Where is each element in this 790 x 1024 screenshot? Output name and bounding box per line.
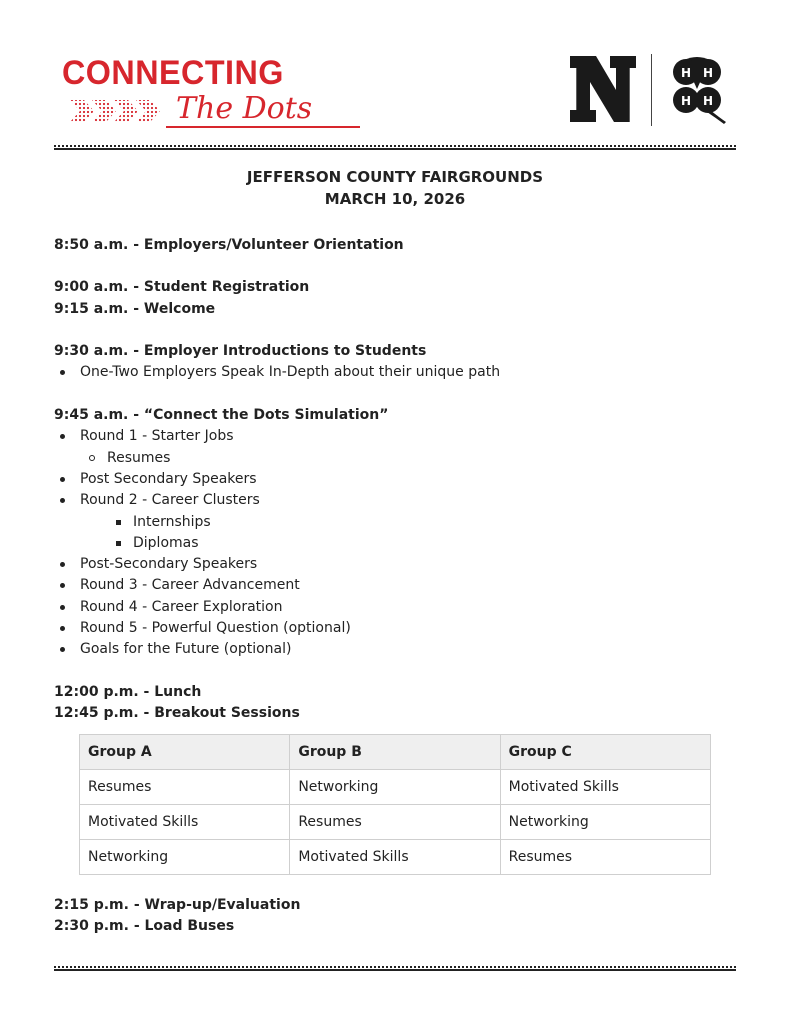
table-row xyxy=(80,770,711,805)
column-header: Group A xyxy=(80,735,290,770)
schedule-lunch: 12:00 p.m. - Lunch xyxy=(54,684,202,700)
list-item: Post Secondary Speakers xyxy=(80,471,257,487)
breakout-sessions-table xyxy=(79,734,711,875)
list-item: Round 1 - Starter Jobs xyxy=(80,428,234,444)
list-item: Round 2 - Career Clusters xyxy=(80,492,260,508)
chevron-arrows-icon xyxy=(70,98,170,124)
list-item: One-Two Employers Speak In-Depth about their unique path xyxy=(80,364,501,380)
schedule-simulation: 9:45 a.m. - “Connect the Dots Simulation” xyxy=(54,407,389,423)
list-item: Round 4 - Career Exploration xyxy=(80,599,283,615)
event-heading xyxy=(0,166,790,210)
list-item: Post-Secondary Speakers xyxy=(80,556,258,572)
logo-divider xyxy=(651,54,652,126)
logo-title: CONNECTING xyxy=(62,54,284,92)
svg-text:H: H xyxy=(681,66,692,80)
list-item: Resumes xyxy=(107,450,171,466)
partner-logos xyxy=(568,54,734,126)
list-item: Internships xyxy=(133,514,211,530)
column-header: Group C xyxy=(500,735,710,770)
logo-underline xyxy=(166,126,360,128)
table-cell: Motivated Skills xyxy=(80,805,290,840)
table-header-row xyxy=(80,735,711,770)
event-location: JEFFERSON COUNTY FAIRGROUNDS xyxy=(246,168,544,186)
schedule-registration: 9:00 a.m. - Student Registration xyxy=(54,279,310,295)
table-row xyxy=(80,805,711,840)
schedule-breakout: 12:45 p.m. - Breakout Sessions xyxy=(54,705,300,721)
table-row xyxy=(80,840,711,875)
schedule-introductions: 9:30 a.m. - Employer Introductions to Students xyxy=(54,343,427,359)
table-cell: Resumes xyxy=(80,770,290,805)
list-item: Diplomas xyxy=(133,535,199,551)
list-item: Round 3 - Career Advancement xyxy=(80,577,300,593)
table-cell: Resumes xyxy=(500,840,710,875)
schedule-orientation: 8:50 a.m. - Employers/Volunteer Orientation xyxy=(54,237,404,253)
table-cell: Motivated Skills xyxy=(290,840,500,875)
four-h-clover-icon xyxy=(664,56,730,124)
schedule-welcome: 9:15 a.m. - Welcome xyxy=(54,301,216,317)
column-header: Group B xyxy=(290,735,500,770)
table-cell: Networking xyxy=(80,840,290,875)
table-cell: Motivated Skills xyxy=(500,770,710,805)
top-divider xyxy=(54,145,736,151)
bottom-divider xyxy=(54,966,736,972)
table-cell: Networking xyxy=(290,770,500,805)
schedule-wrapup: 2:15 p.m. - Wrap-up/Evaluation xyxy=(54,897,301,913)
schedule-buses: 2:30 p.m. - Load Buses xyxy=(54,918,235,934)
svg-text:H: H xyxy=(703,94,714,108)
logo-subtitle: The Dots xyxy=(176,91,313,126)
table-cell: Resumes xyxy=(290,805,500,840)
list-item: Round 5 - Powerful Question (optional) xyxy=(80,620,351,636)
nebraska-n-icon xyxy=(568,54,638,124)
list-item: Goals for the Future (optional) xyxy=(80,641,292,657)
connecting-the-dots-logo xyxy=(62,56,312,130)
event-date: MARCH 10, 2026 xyxy=(324,190,466,208)
svg-text:H: H xyxy=(703,66,714,80)
svg-text:H: H xyxy=(681,94,692,108)
table-cell: Networking xyxy=(500,805,710,840)
